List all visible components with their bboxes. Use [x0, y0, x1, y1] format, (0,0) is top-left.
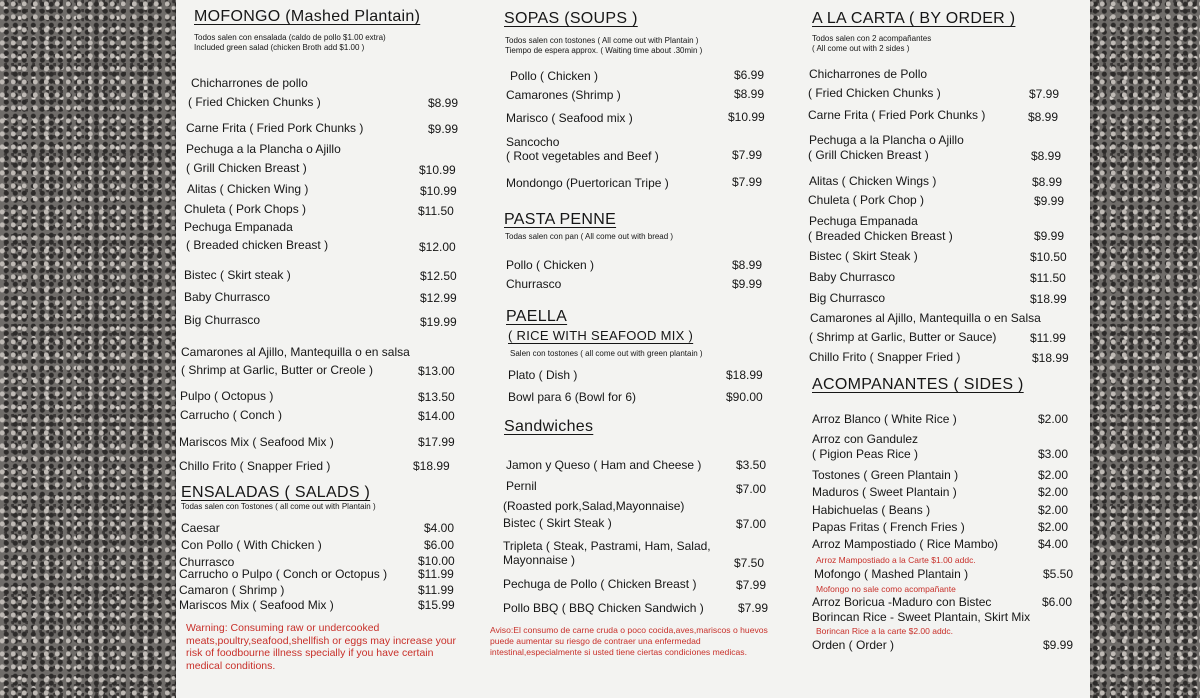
menu-item-price: $7.99: [1029, 87, 1060, 101]
menu-item-price: $6.00: [424, 538, 455, 552]
menu-item-price: $2.00: [1038, 520, 1069, 534]
menu-item-name: ( Fried Chicken Chunks ): [808, 86, 941, 100]
menu-item-price: $7.00: [736, 482, 767, 496]
menu-item-name: Mariscos Mix ( Seafood Mix ): [179, 435, 334, 449]
section-title-a-la-carta: A LA CARTA ( BY ORDER ): [812, 10, 1016, 27]
menu-item-name: Churrasco: [179, 555, 235, 569]
menu-item-name: Sancocho: [506, 135, 560, 149]
menu-item-price: $7.99: [736, 578, 767, 592]
menu-item-name: Marisco ( Seafood mix ): [506, 111, 633, 125]
menu-item-name: Chillo Frito ( Snapper Fried ): [809, 350, 961, 364]
menu-item-name: Camaron ( Shrimp ): [179, 583, 285, 597]
menu-item-price: $12.00: [419, 240, 456, 254]
menu-item-name: Pechuga de Pollo ( Chicken Breast ): [503, 577, 697, 591]
menu-item-price: $7.99: [738, 601, 769, 615]
menu-item-price: $8.99: [1028, 110, 1059, 124]
menu-item-price: $12.99: [420, 291, 457, 305]
menu-item-price: $11.50: [418, 204, 454, 218]
menu-item-name: Arroz Boricua -Maduro con Bistec: [812, 595, 992, 609]
menu-item-name: Maduros ( Sweet Plantain ): [812, 485, 957, 499]
menu-item-name: Chicharrones de pollo: [191, 76, 308, 90]
menu-item-name: Mariscos Mix ( Seafood Mix ): [179, 598, 334, 612]
menu-item-name: Pollo ( Chicken ): [506, 258, 595, 272]
pasta-note: Todas salen con pan ( All come out with bread ): [505, 232, 674, 241]
mampostiado-note: Arroz Mampostiado a la Carte $1.00 addc.: [816, 555, 976, 565]
menu-item-price: $7.99: [732, 175, 763, 189]
menu-item-price: $19.99: [420, 315, 457, 329]
menu-item-price: $4.00: [1038, 537, 1069, 551]
menu-item-name: Baby Churrasco: [809, 270, 896, 284]
aviso-text: Aviso:El consumo de carne cruda o poco cocida,aves,mariscos o huevos puede aumentar su riesgo de contraer una enfermedad intestinal,especialmente si usted tiene ciertas condiciones medicas.: [490, 625, 768, 657]
menu-item-name: Tripleta ( Steak, Pastrami, Ham, Salad,: [503, 539, 711, 553]
mofongo-side-note: Mofongo no sale como acompañante: [816, 584, 956, 594]
menu-item-name: Bistec ( Skirt Steak ): [503, 516, 612, 530]
menu-item-price: $6.99: [734, 68, 765, 82]
menu-item-price: $11.99: [1030, 331, 1066, 345]
menu-item-price: $8.99: [1031, 149, 1062, 163]
paella-note: Salen con tostones ( all come out with green plantain ): [510, 349, 703, 358]
menu-item-name: Big Churrasco: [809, 291, 886, 305]
menu-item-name: Pechuga Empanada: [184, 220, 293, 234]
granite-background-left: [0, 0, 176, 698]
menu-item-price: $13.50: [418, 390, 455, 404]
mofongo-note: Included green salad (chicken Broth add $1.00 ): [194, 43, 365, 52]
menu-item-name: Carrucho o Pulpo ( Conch or Octopus ): [179, 567, 388, 581]
section-title-sandwiches: Sandwiches: [504, 418, 594, 435]
menu-item-name: ( Root vegetables and Beef ): [506, 149, 659, 163]
ensaladas-note: Todas salen con Tostones ( all come out with Plantain ): [181, 502, 376, 511]
section-title-sopas: SOPAS (SOUPS ): [504, 10, 638, 27]
menu-item-name: Bistec ( Skirt Steak ): [809, 249, 918, 263]
menu-item-price: $18.99: [1030, 292, 1067, 306]
menu-item-name: ( Shrimp at Garlic, Butter or Sauce): [809, 330, 997, 344]
menu-item-price: $18.99: [1032, 351, 1069, 365]
menu-item-name: Arroz Blanco ( White Rice ): [812, 412, 957, 426]
menu-item-name: ( Breaded chicken Breast ): [186, 238, 329, 252]
menu-item-name: Pechuga a la Plancha o Ajillo: [186, 142, 341, 156]
menu-item-name: Carrucho ( Conch ): [180, 408, 283, 422]
menu-item-name: Mondongo (Puertorican Tripe ): [506, 176, 669, 190]
menu-item-price: $2.00: [1038, 485, 1069, 499]
menu-item-price: $11.50: [1030, 271, 1066, 285]
menu-item-price: $15.99: [418, 598, 455, 612]
menu-item-name: Alitas ( Chicken Wing ): [187, 182, 309, 196]
menu-item-price: $7.50: [734, 556, 765, 570]
section-title-ensaladas: ENSALADAS ( SALADS ): [181, 484, 371, 501]
menu-item-name: Carne Frita ( Fried Pork Chunks ): [186, 121, 364, 135]
menu-item-price: $8.99: [1032, 175, 1063, 189]
menu-item-name: Con Pollo ( With Chicken ): [181, 538, 322, 552]
menu-item-name: Chicharrones de Pollo: [809, 67, 928, 81]
menu-item-name: Big Churrasco: [184, 313, 261, 327]
menu-item-name: Bistec ( Skirt steak ): [184, 268, 291, 282]
menu-item-name: Arroz Mampostiado ( Rice Mambo): [812, 537, 999, 551]
menu-item-price: $14.00: [418, 409, 455, 423]
menu-item-price: $8.99: [428, 96, 459, 110]
menu-item-price: $7.99: [732, 148, 763, 162]
menu-item-name: Pollo ( Chicken ): [510, 69, 599, 83]
menu-item-name: Pechuga a la Plancha o Ajillo: [809, 133, 964, 147]
menu-item-name: Habichuelas ( Beans ): [812, 503, 931, 517]
menu-item-price: $9.99: [428, 122, 459, 136]
menu-item-price: $10.99: [419, 163, 456, 177]
menu-item-name: Pulpo ( Octopus ): [180, 389, 274, 403]
menu-item-price: $11.99: [418, 583, 454, 597]
menu-item-price: $9.99: [732, 277, 763, 291]
sopas-note: Todos salen con tostones ( All come out with Plantain ): [505, 36, 699, 45]
menu-item-name: Caesar: [181, 521, 220, 535]
section-title-pasta: PASTA PENNE: [504, 211, 617, 228]
menu-item-price: $90.00: [726, 390, 763, 404]
menu-item-name: Mofongo ( Mashed Plantain ): [814, 567, 969, 581]
menu-item-name: Bowl para 6 (Bowl for 6): [508, 390, 637, 404]
granite-background-right: [1090, 0, 1200, 698]
menu-item-price: $17.99: [418, 435, 455, 449]
menu-item-price: $9.99: [1043, 638, 1074, 652]
menu-item-price: $2.00: [1038, 412, 1069, 426]
menu-item-name: Arroz con Gandulez: [812, 432, 919, 446]
section-title-paella: PAELLA: [506, 308, 568, 325]
section-title-sides: ACOMPANANTES ( SIDES ): [812, 376, 1024, 393]
menu-sheet: [176, 0, 1090, 698]
menu-item-price: $10.50: [1030, 250, 1067, 264]
menu-item-name: Camarones al Ajillo, Mantequilla o en salsa: [181, 345, 410, 359]
menu-item-name: Orden ( Order ): [812, 638, 895, 652]
menu-item-name: Chuleta ( Pork Chops ): [184, 202, 307, 216]
menu-item-price: $11.99: [418, 567, 454, 581]
menu-item-price: $18.99: [726, 368, 763, 382]
menu-item-price: $12.50: [420, 269, 457, 283]
menu-item-price: $3.00: [1038, 447, 1069, 461]
menu-item-name: Jamon y Queso ( Ham and Cheese ): [506, 458, 702, 472]
carta-note: Todos salen con 2 acompañantes: [812, 34, 932, 43]
menu-item-price: $10.00: [418, 554, 455, 568]
menu-item-price: $10.99: [420, 184, 457, 198]
menu-item-price: $3.50: [736, 458, 767, 472]
menu-item-name: Tostones ( Green Plantain ): [812, 468, 959, 482]
menu-item-name: Carne Frita ( Fried Pork Chunks ): [808, 108, 986, 122]
menu-item-price: $5.50: [1043, 567, 1074, 581]
menu-item-name: Pollo BBQ ( BBQ Chicken Sandwich ): [503, 601, 704, 615]
menu-item-price: $18.99: [413, 459, 450, 473]
menu-item-name: (Roasted pork,Salad,Mayonnaise): [503, 499, 685, 513]
menu-item-name: Camarones (Shrimp ): [506, 88, 621, 102]
menu-item-price: $8.99: [734, 87, 765, 101]
mofongo-note: Todos salen con ensalada (caldo de pollo $1.00 extra): [194, 33, 386, 42]
menu-item-name: Borincan Rice - Sweet Plantain, Skirt Mix: [812, 610, 1031, 624]
menu-item-name: Camarones al Ajillo, Mantequilla o en Salsa: [810, 311, 1041, 325]
menu-item-price: $6.00: [1042, 595, 1073, 609]
menu-item-price: $8.99: [732, 258, 763, 272]
menu-item-price: $7.00: [736, 517, 767, 531]
menu-item-name: Baby Churrasco: [184, 290, 271, 304]
menu-item-name: Plato ( Dish ): [508, 368, 578, 382]
boricua-note: Borincan Rice a la carte $2.00 addc.: [816, 626, 954, 636]
menu-item-name: Papas Fritas ( French Fries ): [812, 520, 965, 534]
menu-item-price: $10.99: [728, 110, 765, 124]
menu-item-price: $13.00: [418, 364, 455, 378]
sopas-note: Tiempo de espera approx. ( Waiting time about .30min ): [505, 46, 703, 55]
menu-item-name: Mayonnaise ): [503, 553, 576, 567]
menu-item-name: Pernil: [506, 479, 537, 493]
menu-item-name: Alitas ( Chicken Wings ): [809, 174, 937, 188]
menu-item-name: ( Fried Chicken Chunks ): [188, 95, 321, 109]
menu-item-price: $4.00: [424, 521, 455, 535]
menu-item-price: $9.99: [1034, 229, 1065, 243]
warning-text: Warning: Consuming raw or undercooked meats,poultry,seafood,shellfish or eggs may increase your risk of foodbourne illness specially if you have certain medical conditions.: [186, 622, 457, 672]
menu-item-name: Chuleta ( Pork Chop ): [808, 193, 925, 207]
menu-item-price: $2.00: [1038, 503, 1069, 517]
menu-item-name: ( Shrimp at Garlic, Butter or Creole ): [181, 363, 374, 377]
menu-item-name: Churrasco: [506, 277, 562, 291]
carta-note: ( All come out with 2 sides ): [812, 44, 910, 53]
menu-item-name: ( Pigion Peas Rice ): [812, 447, 919, 461]
menu-item-price: $2.00: [1038, 468, 1069, 482]
menu-item-name: Pechuga Empanada: [809, 214, 918, 228]
menu-item-name: ( Grill Chicken Breast ): [186, 161, 307, 175]
menu-item-name: ( Breaded Chicken Breast ): [808, 229, 953, 243]
section-title-mofongo: MOFONGO (Mashed Plantain): [194, 8, 421, 25]
menu-item-name: ( Grill Chicken Breast ): [808, 148, 929, 162]
paella-subtitle: ( RICE WITH SEAFOOD MIX ): [508, 328, 694, 343]
menu-item-name: Chillo Frito ( Snapper Fried ): [179, 459, 331, 473]
menu-item-price: $9.99: [1034, 194, 1065, 208]
